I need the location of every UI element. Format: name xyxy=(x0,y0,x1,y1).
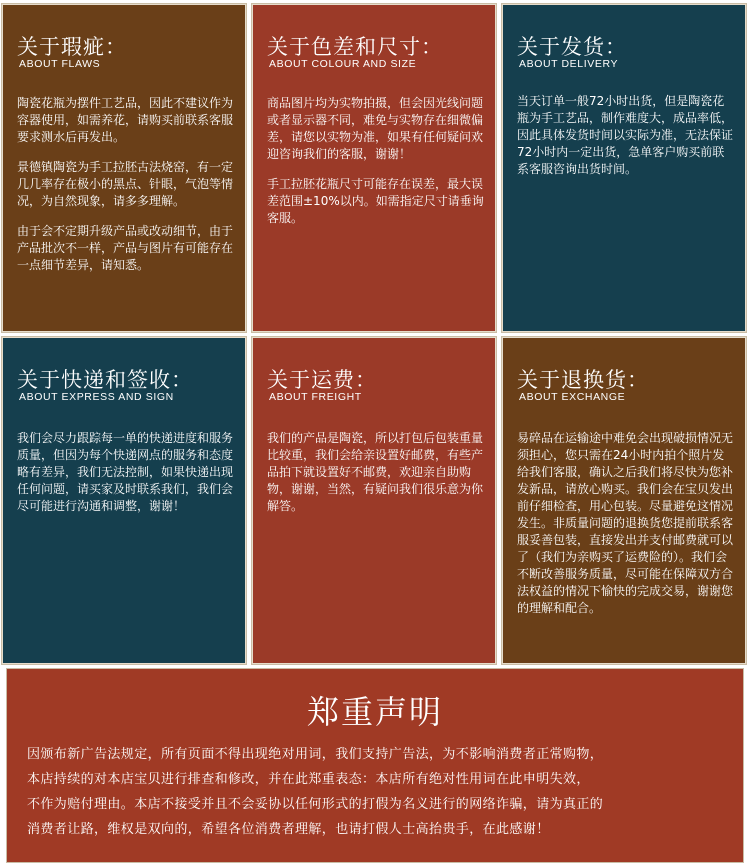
card-express xyxy=(2,337,246,664)
card-exchange-body xyxy=(517,430,735,617)
solemn-statement xyxy=(6,668,744,863)
card-flaws-title: 关于瑕疵： xyxy=(17,35,127,59)
card-exchange-paragraph: 易碎品在运输途中难免会出现破损情况无须担心，您只需在24小时内拍个照片发给我们客服，确认之后我们将尽快为您补发新品，请放心购买。我们会在宝贝发出前仔细检查，用心包装。尽量避免这情况发生。非质量问题的退换货您提前联系客服妥善包装，直接发出并支付邮费就可以了（我们为亲购买了运费险的）。我们会不断改善服务质量，尽可能在保障双方合法权益的情况下愉快的完成交易，谢谢您的理解和配合。 xyxy=(517,431,734,615)
statement-line: 本店持续的对本店宝贝进行排查和修改，并在此郑重表态：本店所有绝对性用词在此申明失效， xyxy=(27,772,590,787)
card-flaws xyxy=(2,4,246,332)
card-exchange xyxy=(502,337,746,664)
card-colour-size-body xyxy=(267,95,485,227)
card-freight-body xyxy=(267,430,485,515)
card-colour-size-subtitle: ABOUT COLOUR AND SIZE xyxy=(269,58,417,70)
card-exchange-title: 关于退换货： xyxy=(517,368,649,392)
card-freight-title: 关于运费： xyxy=(267,368,377,392)
statement-body xyxy=(27,742,729,842)
card-colour-size xyxy=(252,4,496,332)
card-exchange-subtitle: ABOUT EXCHANGE xyxy=(519,391,626,403)
card-express-body xyxy=(17,430,235,515)
card-flaws-paragraph: 由于会不定期升级产品或改动细节，由于产品批次不一样，产品与图片有可能存在一点细节差异，请知悉。 xyxy=(17,224,234,272)
card-colour-size-title: 关于色差和尺寸： xyxy=(267,35,443,59)
card-colour-size-paragraph: 手工拉胚花瓶尺寸可能存在误差，最大误差范围±10%以内。如需指定尺寸请垂询客服。 xyxy=(267,177,484,225)
card-flaws-subtitle: ABOUT FLAWS xyxy=(19,58,101,70)
statement-line: 消费者让路，维权是双向的，希望各位消费者理解，也请打假人士高抬贵手，在此感谢！ xyxy=(27,822,550,837)
card-freight-paragraph: 我们的产品是陶瓷，所以打包后包装重量比较重，我们会给亲设置好邮费，有些产品拍下就设置好不邮费，欢迎亲自助购物，谢谢，当然，有疑问我们很乐意为你解答。 xyxy=(267,431,484,513)
card-delivery-subtitle: ABOUT DELIVERY xyxy=(519,58,619,70)
card-colour-size-paragraph: 商品图片均为实物拍摄，但会因光线问题或者显示器不同，难免与实物存在细微偏差，请您以实物为准，如果有任何疑问欢迎咨询我们的客服，谢谢！ xyxy=(267,96,484,161)
card-freight xyxy=(252,337,496,664)
card-flaws-paragraph: 陶瓷花瓶为摆件工艺品，因此不建议作为容器使用，如需养花，请购买前联系客服要求测水后再发出。 xyxy=(17,96,234,144)
statement-line: 不作为赔付理由。本店不接受并且不会妥协以任何形式的打假为名义进行的网络诈骗，请为真正的 xyxy=(27,797,604,812)
card-express-subtitle: ABOUT EXPRESS AND SIGN xyxy=(19,391,174,403)
statement-title: 郑重声明 xyxy=(306,693,443,731)
card-express-title: 关于快递和签收： xyxy=(17,368,193,392)
card-flaws-paragraph: 景德镇陶瓷为手工拉胚古法烧窑，有一定几几率存在极小的黑点、针眼，气泡等情况，为自然现象，请多多理解。 xyxy=(17,160,234,208)
card-freight-subtitle: ABOUT FREIGHT xyxy=(269,391,362,403)
card-delivery-paragraph: 当天订单一般72小时出货，但是陶瓷花瓶为手工艺品，制作难度大，成品率低，因此具体发货时间以实际为准，无法保证72小时内一定出货，急单客户购买前联系客服咨询出货时间。 xyxy=(517,94,734,176)
statement-line: 因颁布新广告法规定，所有页面不得出现绝对用词，我们支持广告法，为不影响消费者正常购物， xyxy=(27,747,604,762)
card-express-paragraph: 我们会尽力跟踪每一单的快递进度和服务质量，但因为每个快递网点的服务和态度略有差异，我们无法控制，如果快递出现任何问题，请买家及时联系我们，我们会尽可能进行沟通和调整，谢谢！ xyxy=(17,431,234,513)
card-delivery-title: 关于发货： xyxy=(517,35,627,59)
card-delivery xyxy=(502,4,746,332)
card-flaws-body xyxy=(17,95,235,274)
card-delivery-body xyxy=(517,93,735,178)
